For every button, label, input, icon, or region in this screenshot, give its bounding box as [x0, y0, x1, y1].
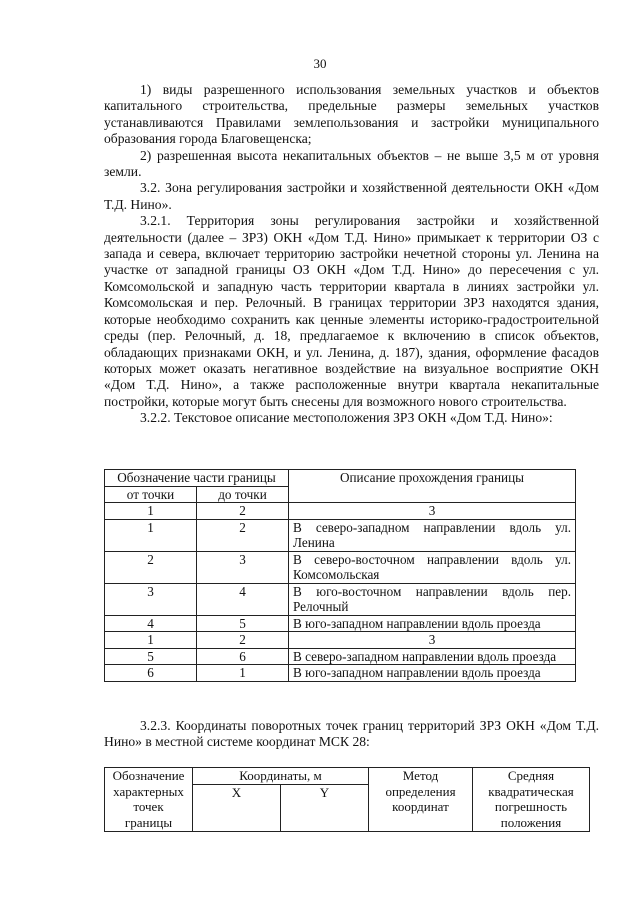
column-number: 3: [289, 503, 576, 520]
column-number: 1: [105, 503, 197, 520]
from-point: 5: [105, 648, 197, 665]
paragraph-permitted-use: 1) виды разрешенного использования земельных участков и объектов капитального строительства, предельные размеры земельных участков устанавливаются Правилами землепользования и застройки муниципального образования города Благовещенска;: [104, 82, 599, 147]
boundary-description: В северо-западном направлении вдоль ул. Ленина: [289, 519, 576, 551]
boundary-description: В юго-западном направлении вдоль проезда: [289, 615, 576, 632]
column-number: 2: [197, 632, 289, 649]
header-coordinates: Координаты, м: [193, 768, 369, 785]
from-point: 2: [105, 551, 197, 583]
header-method: Метод определения координат: [369, 768, 473, 832]
to-point: 2: [197, 519, 289, 551]
section-heading-3-2: 3.2. Зона регулирования застройки и хозяйственной деятельности ОКН «Дом Т.Д. Нино».: [104, 180, 599, 212]
paragraph-height-limit: 2) разрешенная высота некапитальных объектов – не выше 3,5 м от уровня земли.: [104, 147, 599, 180]
header-point-designation: Обозначение характерных точек границы: [105, 768, 193, 832]
boundary-description: В северо-восточном направлении вдоль ул. Комсомольская: [289, 551, 576, 583]
to-point: 5: [197, 615, 289, 632]
paragraph-3-2-1: 3.2.1. Территория зоны регулирования застройки и хозяйственной деятельности (далее – ЗРЗ) ОКН «Дом Т.Д. Нино» примыкает к территории ОЗ с запада и севера, включает территорию застройки нечетной стороны ул. Ленина на участке от западной границы ОЗ ОКН «Дом Т.Д. Нино» до пересечения с ул. Комсомольской и западную часть территории квартала в линиях застройки ул. Комсомольская и пер. Релочный. В границах территории ЗРЗ находятся здания, которые необходимо сохранить как ценные элементы историко-градостроительной среды (пер. Релочный, д. 18, предлагаемое к включению в список объектов, обладающих признаками ОКН, и ул. Ленина, д. 187), здания, оформление фасадов которых может оказать негативное воздействие на визуальное восприятие ОКН «Дом Т.Д. Нино», а также расположенные внутри квартала некапитальные постройки, которые могут быть снесены для возможного нового строительства.: [104, 213, 599, 409]
boundary-description: В юго-западном направлении вдоль проезда: [289, 665, 576, 682]
to-point: 6: [197, 648, 289, 665]
header-boundary-description: Описание прохождения границы: [289, 470, 576, 503]
from-point: 4: [105, 615, 197, 632]
header-boundary-part: Обозначение части границы: [105, 470, 289, 487]
boundary-description: В юго-восточном направлении вдоль пер. Релочный: [289, 583, 576, 615]
paragraph-3-2-3: 3.2.3. Координаты поворотных точек границ территорий ЗРЗ ОКН «Дом Т.Д. Нино» в местной системе координат МСК 28:: [104, 718, 599, 750]
body-text: [104, 82, 599, 427]
column-number: 3: [289, 632, 576, 649]
to-point: 1: [197, 665, 289, 682]
from-point: 1: [105, 519, 197, 551]
column-number: 1: [105, 632, 197, 649]
table-row: [105, 648, 576, 665]
table-row: [105, 615, 576, 632]
from-point: 6: [105, 665, 197, 682]
table-row: [105, 551, 576, 583]
to-point: 3: [197, 551, 289, 583]
paragraph-3-2-2: 3.2.2. Текстовое описание местоположения ЗРЗ ОКН «Дом Т.Д. Нино»:: [140, 410, 553, 426]
header-error: Средняя квадратическая погрешность положения: [473, 768, 590, 832]
page-number: 30: [313, 56, 327, 71]
header-to-point: до точки: [197, 486, 289, 503]
from-point: 3: [105, 583, 197, 615]
header-x: X: [193, 784, 281, 831]
header-from-point: от точки: [105, 486, 197, 503]
boundary-description-table: [104, 469, 576, 682]
boundary-description: В северо-западном направлении вдоль проезда: [289, 648, 576, 665]
table-row: [105, 519, 576, 551]
column-number: 2: [197, 503, 289, 520]
coordinates-table: [104, 767, 590, 832]
to-point: 4: [197, 583, 289, 615]
table-row: [105, 583, 576, 615]
table-row: [105, 665, 576, 682]
subsection-3-2-3: [104, 718, 599, 751]
header-y: Y: [281, 784, 369, 831]
